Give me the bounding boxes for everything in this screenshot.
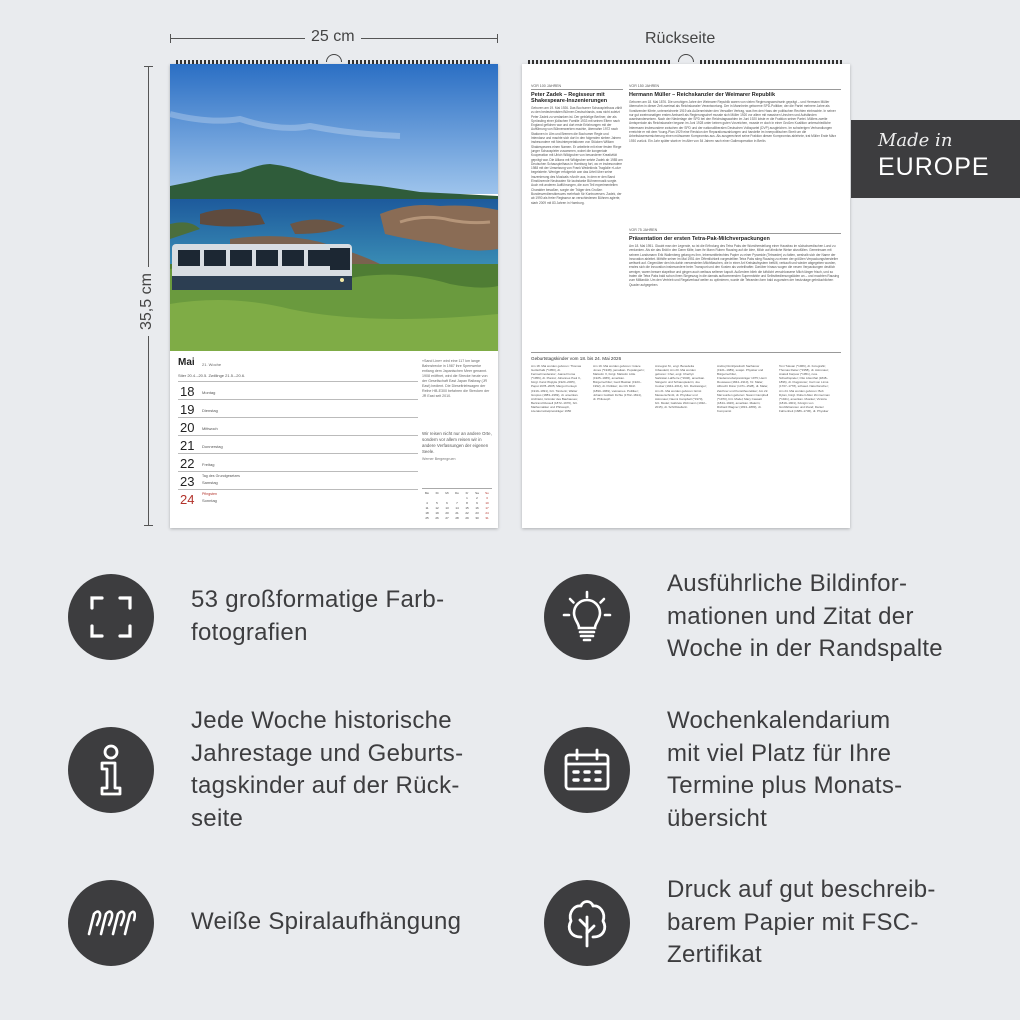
mini-calendar-weekday: Do	[455, 491, 459, 495]
day-row[interactable]	[178, 471, 418, 489]
week-calendar	[170, 351, 498, 528]
mini-calendar-day: 31	[485, 516, 489, 520]
back-side-label: Rückseite	[645, 30, 716, 47]
mini-calendar-day: 6	[446, 501, 448, 505]
day-name: Donnerstag	[202, 444, 223, 449]
back-hanger	[678, 54, 694, 62]
anniversary-column-2	[629, 84, 841, 143]
day-name: Montag	[202, 390, 216, 395]
day-event: Pfingsten	[202, 492, 217, 496]
day-number: 24	[180, 492, 195, 507]
anniversary-column-3	[629, 228, 841, 287]
mini-calendar-weekday: Fr	[465, 491, 469, 495]
info-icon	[68, 727, 154, 813]
mini-calendar-day: 5	[436, 501, 438, 505]
calendar-front-page	[170, 64, 498, 528]
zodiac-info: Stier 20.4.–20.5. Zwillinge 21.5.–20.6.	[178, 373, 246, 378]
calendar-photo	[170, 64, 498, 351]
height-dimension-label: 35,5 cm	[138, 267, 156, 336]
mini-calendar-day: 8	[466, 501, 468, 505]
day-name: Mittwoch	[202, 426, 218, 431]
anniversary-title: Präsentation der ersten Tetra-Pak-Milchverpackungen	[629, 236, 770, 242]
birthday-column: Am 19. Mai wurden geboren: Grace Jones (*1948), jamaikan. Popsängerin; Malcolm X, bürgl. Malcolm Little (1925–1965), amerikan. Bürgerrechtler; Gerd Bastian (1923–1992), dt. Politiker; Ho Chi Minh (1890–1969), vietnames. Politiker; Johann Gottlieb Fichte (1762–1814), dt. Philosoph	[593, 364, 645, 401]
mini-calendar-weekday: Di	[435, 491, 439, 495]
feature-text-photos	[191, 584, 444, 649]
mini-calendar-day: 30	[475, 516, 479, 520]
width-dimension-label: 25 cm	[305, 28, 361, 46]
feature-line: barem Papier mit FSC-	[667, 908, 919, 936]
day-number: 18	[180, 384, 195, 399]
mini-calendar-day: 23	[475, 511, 479, 515]
day-number: 22	[180, 456, 195, 471]
day-name: Sonntag	[202, 498, 217, 503]
day-number: 23	[180, 474, 195, 489]
badge-made-in: Made in	[878, 130, 953, 151]
mini-calendar-day: 10	[485, 501, 489, 505]
day-number: 21	[180, 438, 195, 453]
anniversary-text: Geboren am 18. Mai 1876. Die unruhigen Jahre der Weimarer Republik waren von vielen Regierungswechseln geprägt – und Hermann Müller übernahm in dieser Zeit zweimal als Reichskanzler Verantwortung. Der in Mannheim geborene SPD-Politiker, der die Partei mehrere Jahre als Vorsitzender führte, unterzeichnete 1919 als Außenminister den Versailler Vertrag, was ihm den Hass der politischen Rechten einbrachte. In seiner nur gut zweimonatigen ersten Amtszeit als Regierungschef musste sich Müller 1920 vor allem mit massiven Unruhen und Aufständen auseinandersetzen. Nach der Niederlage der SPD bei den Reichstagswahlen im Juni 1920 lotste er die Fraktion seiner Partei. Müllers zweite Amtsperiode als Reichskanzler begann im Juni 1928 unter keinen guten Vorzeichen, musste er doch in einer Großen Koalition unterschiedliche Interessen insbesondere zwischen der SPD und der nationalliberalen Deutschen Volkspartei (DVP) ausgleichen. Im schwierigen Verhandlungen erreichte er mit dem Young-Plan 1929 eine Revision der Reparationszahlungen und handelte im innerpolitischen Streit um die Arbeitslosenversicherung einen mühsamen Kompromiss aus. Als ausgerechnet seine Fraktion diesen Kompromiss ablehnte, trat Müller Ende März 1930 zurück. Ein Jahr später starb er im Alter von 54 Jahren nach einer Gallenoperation in Berlin.	[629, 100, 837, 143]
day-name: Freitag	[202, 462, 215, 467]
mini-calendar-day: 11	[425, 506, 429, 510]
anniversary-title: Peter Zadek – Regisseur mit Shakespeare-Inszenierungen	[531, 92, 608, 104]
feature-line: fotografien	[191, 618, 308, 646]
mini-calendar-day: 7	[456, 501, 458, 505]
calendar-back-page	[522, 64, 850, 528]
month-name: Mai	[178, 357, 195, 368]
mini-calendar-day: 1	[466, 496, 468, 500]
day-row[interactable]	[178, 381, 418, 399]
anniversary-text: Am 18. Mai 1951. Glaubt man der Legende, so ist die Erfindung des Tetra Paks der Wurstherstellung einer Hausfrau im südschwedischen Lund zu verdanken. Als sie das Brät in den Darm füllte, kam ihr Mann Ruben Rausing auf die Idee, Milch auf ähnliche Weise abzufüllen. Gemeinsam mit seinem Landsmann Erik Wallenberg gelang es ihm, lebensmittelechtes Papier zu einer Pyramide (Tetraeder) zu falten, weshalb sich der Name der Innovation ableitet. Mithilfe seiner im Mai 1951 der Öffentlichkeit vorgestellten Tetra Paks stieg Rausing zu einem der größten Verpackungshersteller weltweit auf. Gegenüber den bis dahin verwendeten Milchflaschen, die in einer Art Kreislaufsystem befüllt, verkauft und wieder abgegeben wurden, erwies sich die Innovation insbesondere beim Transport und den Kosten als vorteilhafter. Darüber hinaus wogen die neuen Verpackungen deutlich weniger, waren besser stapelbar und gingen auch weitaus seltener kaputt. Außerdem blieb die luftdicht verschlossene Milch länger frisch, und so traten die Tetra Paks bald schon ihren Siegeszug in die damals aufkommenden Supermärkte und Selbstbedienungsläden an – und machten Rausing zum Milliardär. Um den Vertrieb und Regalverkauf weiter zu optimieren, wurde die Tetraeder-form bald zugunsten der heutzutage gebräuchlichen Quader aufgegeben.	[629, 244, 840, 287]
made-in-europe-badge	[851, 120, 1020, 198]
mini-calendar-day: 9	[476, 501, 478, 505]
mini-calendar-day: 29	[465, 516, 469, 520]
mini-calendar-day: 26	[435, 516, 439, 520]
day-row[interactable]	[178, 453, 418, 471]
mini-calendar-day: 25	[425, 516, 429, 520]
mini-calendar-day	[422, 496, 432, 500]
mini-month-calendar	[422, 488, 492, 520]
feature-line: übersicht	[667, 804, 768, 832]
mini-calendar-day: 3	[486, 496, 488, 500]
feature-text-paper	[667, 874, 936, 972]
mini-calendar-day: 16	[475, 506, 479, 510]
mini-calendar-day: 20	[445, 511, 449, 515]
feature-line: seite	[191, 804, 244, 832]
mini-calendar-day: 28	[455, 516, 459, 520]
mini-calendar-day: 27	[445, 516, 449, 520]
feature-line: Wochenkalendarium	[667, 707, 891, 734]
feature-line: Woche in der Randspalte	[667, 635, 943, 662]
anniversary-title: Hermann Müller – Reichskanzler der Weimarer Republik	[629, 92, 776, 98]
mini-calendar-day: 22	[465, 511, 469, 515]
anniversary-column-1	[531, 84, 623, 205]
mini-calendar-day: 14	[455, 506, 459, 510]
day-row[interactable]	[178, 435, 418, 453]
mini-calendar-weekday: Mi	[445, 491, 449, 495]
feature-line: Zertifikat	[667, 941, 763, 968]
mini-calendar-day: 15	[465, 506, 469, 510]
day-number: 20	[180, 420, 195, 435]
day-number: 19	[180, 402, 195, 417]
tree-icon	[544, 880, 630, 966]
birthday-column: Am 18. Mai wurden geboren: Thomas Gottschalk (*1950), dt. Fernsehmoderator; Juana Fruma (*1956), dt. Pianist; Johannes Paul II., bürgl. Karol Wojtyła (1920–2005), Papst 1978–2005; Margot Fonteyn (1919–1991), brit. Tänzerin; Walter Gropius (1883–1969), dt. amerikan. Architekt, Gründer des Bauhauses; Bertrand Russell (1872–1970), brit. Mathematiker und Philosoph, Literaturnobelpreisträger 1950	[531, 364, 582, 414]
mini-calendar-day: 2	[476, 496, 478, 500]
mini-calendar-day: 24	[485, 511, 489, 515]
anniversary-label: VOR 75 JAHREN	[629, 228, 841, 234]
mini-calendar-day: 12	[435, 506, 439, 510]
mini-calendar-day: 13	[445, 506, 449, 510]
day-row-holiday[interactable]	[178, 489, 418, 507]
day-row[interactable]	[178, 417, 418, 435]
quote-author: Werner Bergengruen	[422, 457, 456, 461]
birthday-column: Annegret M., engl. Benedetta Cibaudetti; Am 20. Mai wurden geboren: Cher, engl. Cherilyn Sarkisian LaPierre (*1946), amerikan. Sängerin und Schauspielerin; Joe Cocker (1944–2014), brit. Rocksänger; Am 21. Mai wurden geboren: Ernst Messerschmitt, dt. Physiker und Astronaut; Naomi Campbell (*1970), brit. Model; Gabriele Wohmann (1932–2015), dt. Schriftstellerin	[655, 364, 707, 409]
week-number: 21. Woche	[202, 362, 222, 367]
feature-line: Jede Woche historische	[191, 707, 452, 734]
badge-europe: EUROPE	[878, 153, 990, 181]
feature-line: Ausführliche Bildinfor-	[667, 570, 908, 597]
feature-text-week-calendar	[667, 705, 902, 835]
feature-line: Weiße Spiralaufhängung	[191, 908, 462, 935]
day-name: Samstag	[202, 480, 218, 485]
feature-line: Termine plus Monats-	[667, 772, 903, 799]
weekly-quote	[422, 431, 492, 462]
mini-calendar-day: 4	[426, 501, 428, 505]
mini-calendar-day	[452, 496, 462, 500]
feature-text-picture-info	[667, 568, 943, 666]
train-illustration	[172, 244, 352, 290]
mini-calendar-day	[442, 496, 452, 500]
mini-calendar-day: 17	[485, 506, 489, 510]
day-row[interactable]	[178, 399, 418, 417]
mini-calendar-weekday: So	[485, 491, 489, 495]
feature-line: 53 großformatige Farb-	[191, 586, 445, 613]
anniversary-label: VOR 100 JAHREN	[531, 84, 623, 90]
birthday-column: Andrej Dmitrijewitsch Sacharow (1921–1989), sowjet. Physiker und Bürgerrechtler, Friedensnobelpreisträger 1975; Henri Rousseau (1844–1910), frz. Maler; Albrecht Dürer (1471–1528), dt. Maler, Zeichner und Kunsttheoretiker; Am 22. Mai wurden geboren: Naomi Campbell (*1970), brit. Model; Mary Cassatt (1844–1926), amerikan. Malerin; Richard Wagner (1813–1883), dt. Komponist	[717, 364, 769, 414]
mini-calendar-day	[432, 496, 442, 500]
calendar-icon	[544, 727, 630, 813]
front-hanger	[326, 54, 342, 62]
mini-calendar-day: 21	[455, 511, 459, 515]
feature-line: mationen und Zitat der	[667, 602, 914, 630]
anniversary-label: VOR 150 JAHREN	[629, 84, 841, 90]
feature-text-history	[191, 705, 463, 835]
feature-line: Jahrestage und Geburts-	[191, 739, 464, 767]
quote-text: Wir reisen nicht nur an andere Orte, sondern vor allem reisen wir in andere Verfassungen der eigenen Seele.	[422, 431, 492, 454]
day-name: Dienstag	[202, 408, 218, 413]
anniversary-text: Geboren am 19. Mai 1926. Das Bochumer Schauspielhaus zählt zu den bedeutendsten Bühnen Deutschlands, was nicht zuletzt Peter Zadek zu verdanken ist. Der gebürtige Berliner, der als Sprössling einer jüdischen Familie 1933 mit seinen Eltern nach England geflohen war und dort erste Erfahrungen mit der Aufführung von Bühnenwerken machte, übernahm 1972 nach Stationen in Ulm und Bremen die Bochumer Regie und Intendanz und machte sich dort in den folgenden sieben Jahren insbesondere mit Neuinterpretationen von Stücken William Shakespeares einen Namen. Er arbeitete mit einer festen Riege junger Schauspieler zusammen, wobei die kongeniale Kooperation mit Ulrich Wildgruber von besonderer Kreativität geprägt war. Die Allianz mit Wildgruber setzte Zadek ab 1985 am Deutschen Schauspielhaus in Hamburg fort, wo er insbesondere 1988 mit der Umsetzung von Frank Wedekinds Tragödie »Lulu« begeisterte. Weniger erfolgreich war das Urteil über seine Inszenierung des Musicals »Andi« aus, in dem er den Band Einstürzende Neubauten für laubstarke Bühnenmusik sorgte. Auch mit anderen Aufführungen, die zum Teil experimentellen Charakter besaßen, sorgte der Träger des Großen Bundesverdienstkreuzes mehrfach für Kontroversen. Zadek, der ab 1990 als freier Regisseur an verschiedenen Bühnen agierte, starb 2009 mit 83 Jahren in Hamburg.	[531, 106, 623, 205]
frame-corners-icon	[68, 574, 154, 660]
feature-line: tagskinder auf der Rück-	[191, 772, 460, 799]
mini-calendar-weekday: Sa	[475, 491, 479, 495]
lightbulb-icon	[544, 574, 630, 660]
mini-calendar-day: 18	[425, 511, 429, 515]
mini-calendar-day: 19	[435, 511, 439, 515]
birthday-column: Toni Tukuan (*1966), dt. Fotografin; Thomas Reiter (*1958), dt. Astronaut; Anatoli Karpow (*1951), russ. Schachspieler; Otto Lilienthal (1848–1896), dt. Flugpionier; Carl von Linné (1707–1778), schwed. Naturforscher; Am 24. Mai wurden geboren: Bob Dylan, bürgl. Robert Allen Zimmerman (*1941), amerikan. Musiker; Victoria (1819–1901), Königin von Großbritannien und Irland; Daniel Fahrenheit (1686–1736), dt. Physiker	[779, 364, 830, 414]
photo-caption: »Sand Line« wird eine 117 km lange Bahnstrecke in 1987 ihre Sperrwerke entlang dem Japanischen Meer genannt. 1908 eröffnet, wird die Strecke heute von der Gesellschaft East Japan Railway (JR East) bedient. Die Dieseltriebwagen der Reihe HB-E300 befahren die Strecken der JR East seit 2010.	[422, 359, 490, 398]
mini-calendar-weekday: Mo	[424, 491, 430, 495]
birthdays-heading: Geburtstagskinder vom 18. bis 24. Mai 2026	[531, 352, 841, 361]
spiral-icon	[68, 880, 154, 966]
day-event: Tag des Grundgesetzes	[202, 474, 240, 478]
feature-text-spiral	[191, 906, 461, 939]
feature-line: Druck auf gut beschreib-	[667, 876, 936, 903]
feature-line: mit viel Platz für Ihre	[667, 739, 892, 767]
